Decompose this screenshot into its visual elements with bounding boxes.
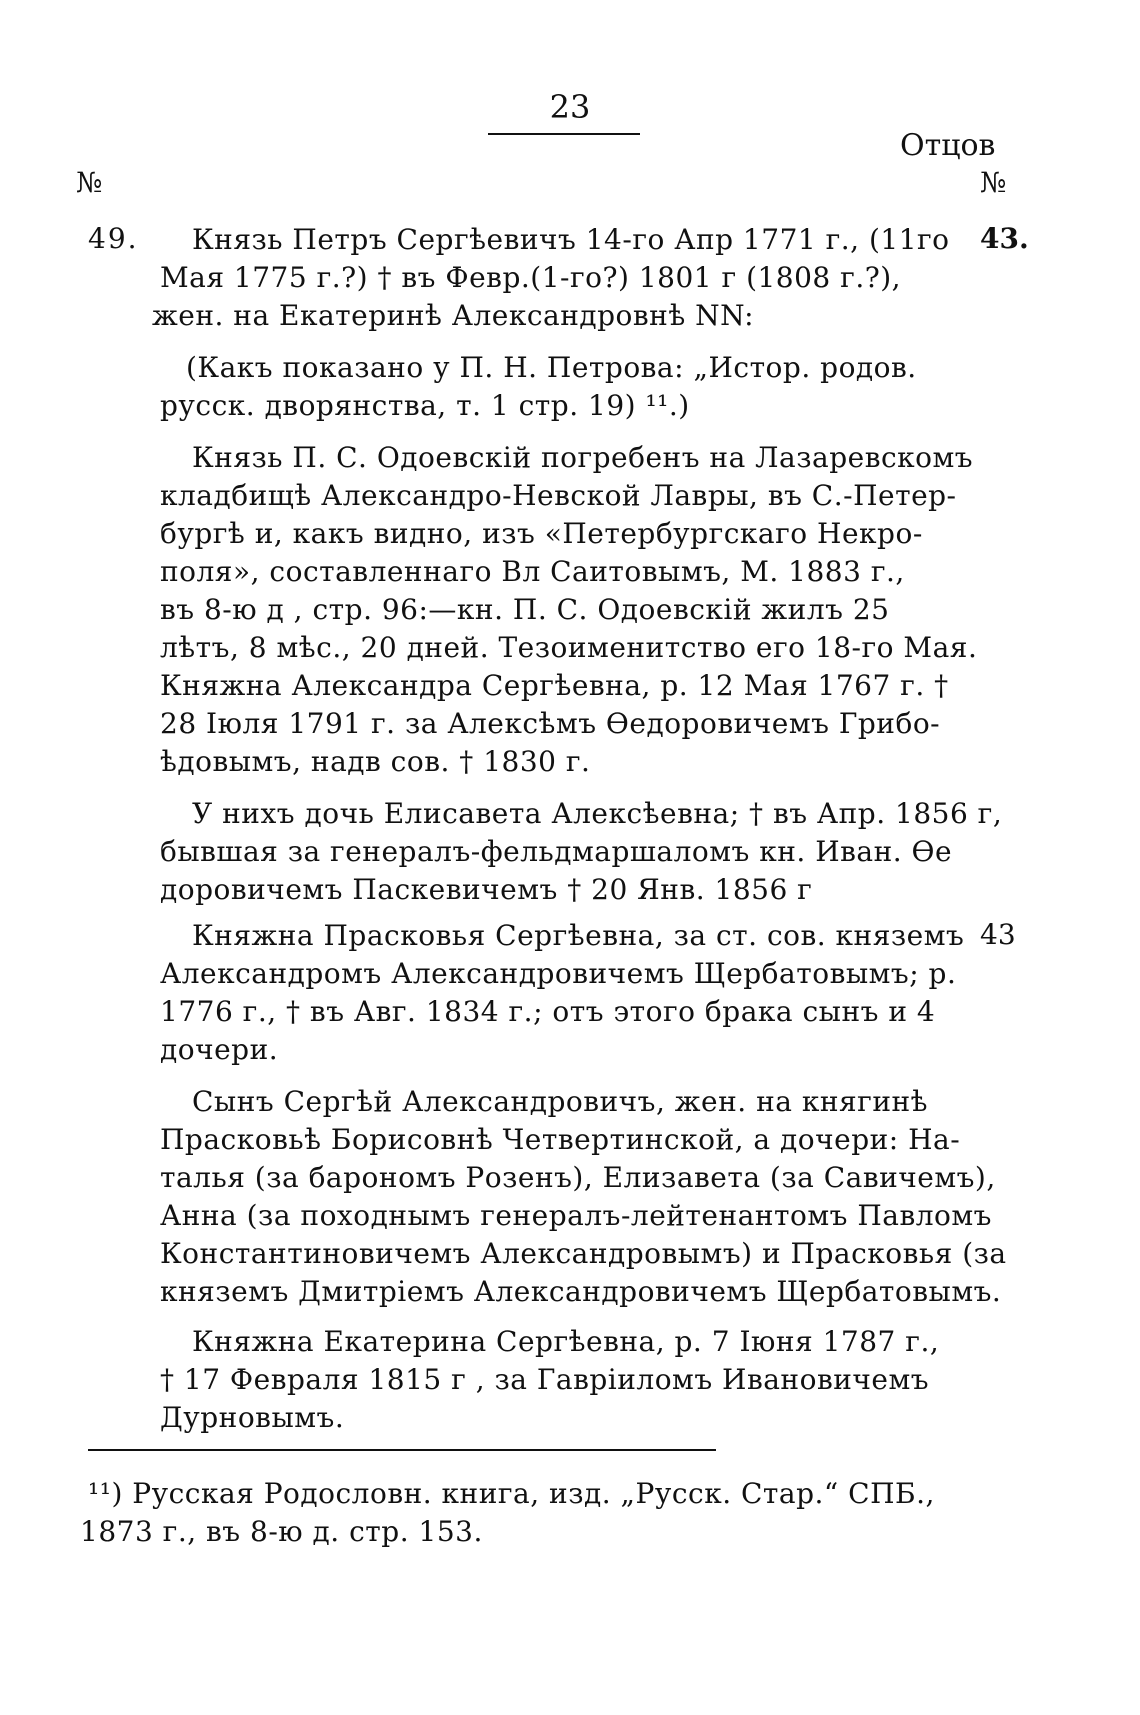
footnote-rule (88, 1449, 716, 1451)
text-line: 1776 г., † въ Авг. 1834 г.; отъ этого брака сынъ и 4 (160, 995, 936, 1028)
father-ref-number: 43. (980, 222, 1029, 255)
text-line: бургѣ и, какъ видно, изъ «Петербургскаго Некро- (160, 517, 923, 550)
text-line: бывшая за генералъ-фельдмаршаломъ кн. Иван. Ѳе (160, 835, 953, 868)
page-number: 23 (549, 88, 591, 126)
text-line: Александромъ Александровичемъ Щербатовымъ; р. (160, 957, 957, 990)
father-ref-number-2: 43 (980, 918, 1016, 951)
text-line: Княжна Александра Сергѣевна, р. 12 Мая 1767 г. † (160, 669, 949, 702)
entry-number: 49. (88, 222, 139, 255)
text-line: Князь П. С. Одоевскій погребенъ на Лазаревскомъ (192, 441, 974, 474)
text-line: доровичемъ Паскевичемъ † 20 Янв. 1856 г (160, 873, 813, 906)
text-line: русск. дворянства, т. 1 стр. 19) ¹¹.) (160, 389, 690, 422)
text-line: Константиновичемъ Александровымъ) и Прасковья (за (160, 1237, 1007, 1270)
text-line: Княжна Екатерина Сергѣевна, р. 7 Іюня 1787 г., (192, 1325, 940, 1358)
text-line: Княжна Прасковья Сергѣевна, за ст. сов. княземъ (192, 919, 965, 952)
text-line: кладбищѣ Александро-Невской Лавры, въ С.-Петер- (160, 479, 957, 512)
text-line: (Какъ показано у П. Н. Петрова: „Истор. родов. (186, 351, 917, 384)
text-line: Мая 1775 г.?) † въ Февр.(1-го?) 1801 г (1808 г.?), (160, 261, 902, 294)
text-line: Князь Петръ Сергѣевичъ 14-го Апр 1771 г., (11го (192, 223, 950, 256)
text-line: У нихъ дочь Елисавета Алексѣевна; † въ Апр. 1856 г, (192, 797, 1003, 830)
footnote-line: ¹¹) Русская Родословн. книга, изд. „Русск. Стар.“ СПБ., (88, 1477, 935, 1510)
column-number-right: № (980, 166, 1007, 199)
text-line: ѣдовымъ, надв сов. † 1830 г. (160, 745, 591, 778)
column-number-left: № (76, 166, 103, 199)
column-header-otsov: Отцов (900, 128, 996, 163)
text-line: княземъ Дмитріемъ Александровичемъ Щербатовымъ. (160, 1275, 1002, 1308)
text-line: Прасковьѣ Борисовнѣ Четвертинской, а дочери: На- (160, 1123, 961, 1156)
text-line: 28 Іюля 1791 г. за Алексѣмъ Ѳедоровичемъ Грибо- (160, 707, 941, 740)
text-line: дочери. (160, 1033, 279, 1066)
text-line: лѣтъ, 8 мѣс., 20 дней. Тезоименитство его 18-го Мая. (160, 631, 978, 664)
text-line: жен. на Екатеринѣ Александровнѣ NN: (152, 299, 755, 332)
text-line: Сынъ Сергѣй Александровичъ, жен. на княгинѣ (192, 1085, 929, 1118)
text-line: † 17 Февраля 1815 г , за Гавріиломъ Ивановичемъ (160, 1363, 930, 1396)
header-rule (488, 133, 640, 135)
text-line: Дурновымъ. (160, 1401, 345, 1434)
text-line: Анна (за походнымъ генералъ-лейтенантомъ Павломъ (160, 1199, 992, 1232)
text-line: поля», составленнаго Вл Саитовымъ, М. 1883 г., (160, 555, 905, 588)
text-line: въ 8-ю д , стр. 96:—кн. П. С. Одоевскій жилъ 25 (160, 593, 890, 626)
text-line: талья (за барономъ Розенъ), Елизавета (за Савичемъ), (160, 1161, 996, 1194)
footnote-line: 1873 г., въ 8-ю д. стр. 153. (80, 1515, 483, 1548)
